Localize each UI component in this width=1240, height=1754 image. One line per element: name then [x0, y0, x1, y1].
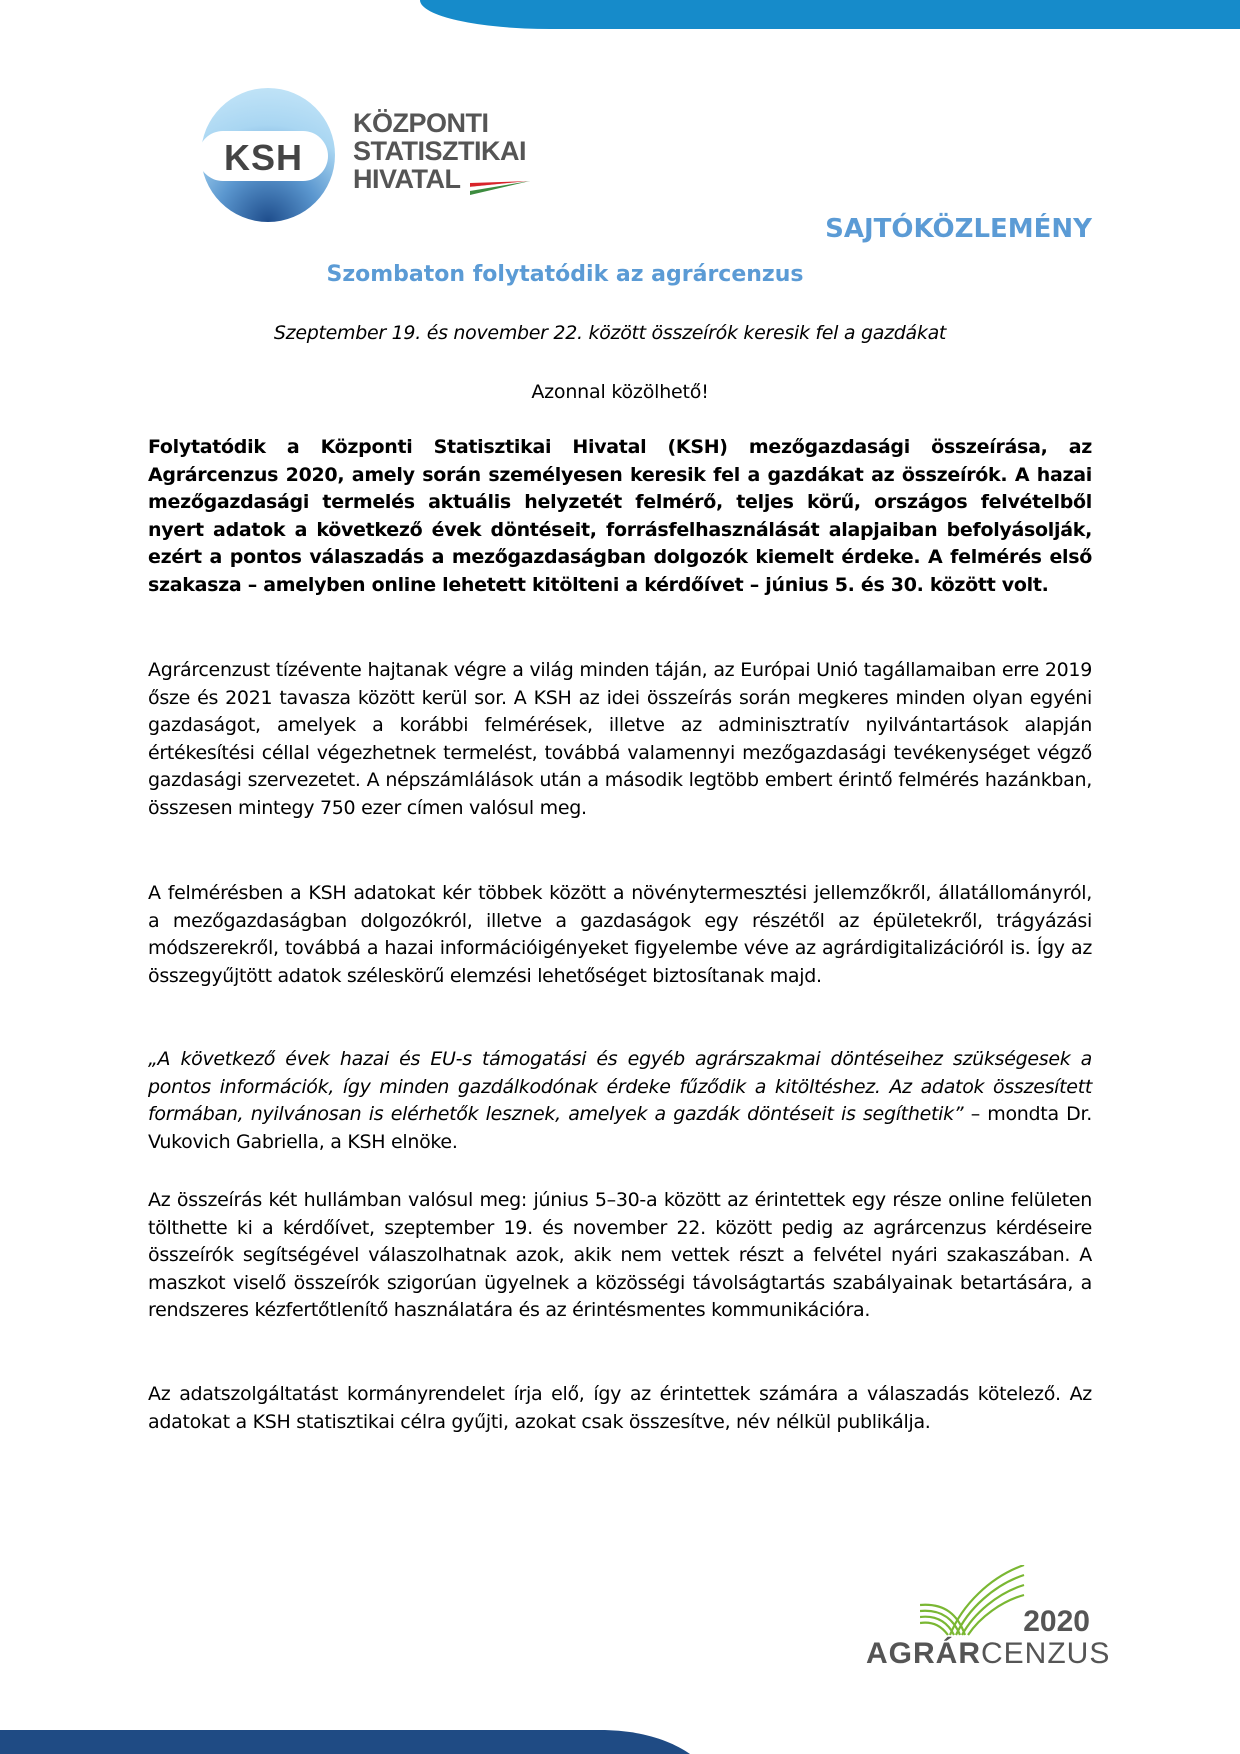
- quote-paragraph: [148, 1046, 1092, 1156]
- bottom-decorative-bar: [0, 1730, 700, 1754]
- org-name-line-1: KÖZPONTI: [353, 108, 489, 138]
- ksh-logo: [198, 85, 538, 220]
- org-name-line-3: HIVATAL: [353, 164, 461, 194]
- agrarcenzus-logo: [860, 1565, 1111, 1690]
- body-paragraph: Agrárcenzust tízévente hajtanak végre a világ minden táján, az Európai Unió tagállamaiban erre 2019 ősze és 2021 tavasza között kerül sor. A KSH az idei összeírás során megkeres minden olyan egyéni gazdaságot, amelyek a korábbi felmérések, illetve az adminisztratív nyilvántartások alapján értékesítési céllal végezhetnek termelést, továbbá valamennyi mezőgazdasági tevékenységet végző gazdasági szervezetet. A népszámlálások után a második legtöbb embert érintő felmérés hazánkban, összesen mintegy 750 ezer címen valósul meg.: [148, 659, 1092, 819]
- body-paragraph: Az összeírás két hullámban valósul meg: június 5–30-a között az érintettek egy része online felületen tölthette ki a kérdőívet, szeptember 19. és november 22. között pedig az agrárcenzus kérdéseire összeírók segítségével válaszolhatnak azok, akik nem vettek részt a felvétel nyári szakaszában. A maszkot viselő összeírók szigorúan ügyelnek a közösségi távolságtartás szabályainak betartására, a rendszeres kézfertőtlenítő használatára és az érintésmentes kommunikációra.: [148, 1189, 1092, 1321]
- org-name-line-2: STATISZTIKAI: [353, 136, 526, 166]
- agrarcenzus-name: [866, 1637, 1110, 1671]
- release-note: Azonnal közölhető!: [531, 381, 709, 403]
- ksh-logo-initials: KSH: [224, 137, 304, 178]
- body-paragraph: Az adatszolgáltatást kormányrendelet írja elő, így az érintettek számára a válaszadás kötelező. Az adatokat a KSH statisztikai célra gyűjti, azokat csak összesítve, név nélkül publikálja.: [148, 1383, 1092, 1433]
- agrarcenzus-year: 2020: [1023, 1605, 1090, 1638]
- agrarcenzus-name-bold: AGRÁR: [866, 1637, 981, 1670]
- agrarcenzus-name-light: CENZUS: [981, 1637, 1111, 1670]
- lead-paragraph: Folytatódik a Központi Statisztikai Hivatal (KSH) mezőgazdasági összeírása, az Agrárcenzus 2020, amely során személyesen keresik fel a gazdákat az összeírók. A hazai mezőgazdasági termelés aktuális helyzetét felmérő, teljes körű, országos felvételből nyert adatok a következő évek döntéseit, forrásfelhasználását alapjaiban befolyásolják, ezért a pontos válaszadás a mezőgazdaságban dolgozók kiemelt érdeke. A felmérés első szakasza – amelyben online lehetett kitölteni a kérdőívet – június 5. és 30. között volt.: [148, 436, 1092, 596]
- document-subtitle: Szeptember 19. és november 22. között összeírók keresik fel a gazdákat: [273, 322, 947, 344]
- top-decorative-bar: [420, 0, 1240, 29]
- body-paragraph: A felmérésben a KSH adatokat kér többek között a növénytermesztési jellemzőkről, állatállományról, a mezőgazdaságban dolgozókról, illetve a gazdaságok egy részétől az épületekről, trágyázási módszerekről, továbbá a hazai információigényeket figyelembe véve az agrárdigitalizációról is. Így az összegyűjtött adatok széleskörű elemzési lehetőséget biztosítanak majd.: [148, 882, 1092, 987]
- hungarian-flag-stripe-icon: [470, 181, 530, 195]
- quote-text: „A következő évek hazai és EU-s támogatási és egyéb agrárszakmai döntéseihez szükségesek a pontos információk, így minden gazdálkodónak érdeke fűződik a kitöltéshez. Az adatok összesített formában, nyilvánosan is elérhetők lesznek, amelyek a gazdák döntéseit is segíthetik”: [148, 1048, 1092, 1125]
- wheat-field-lines-icon: [920, 1565, 1030, 1637]
- press-release-label: SAJTÓKÖZLEMÉNY: [825, 214, 1092, 244]
- document-title: Szombaton folytatódik az agrárcenzus: [326, 262, 804, 287]
- quote-attribution: – mondta Dr. Vukovich Gabriella, a KSH elnöke.: [148, 1103, 1092, 1153]
